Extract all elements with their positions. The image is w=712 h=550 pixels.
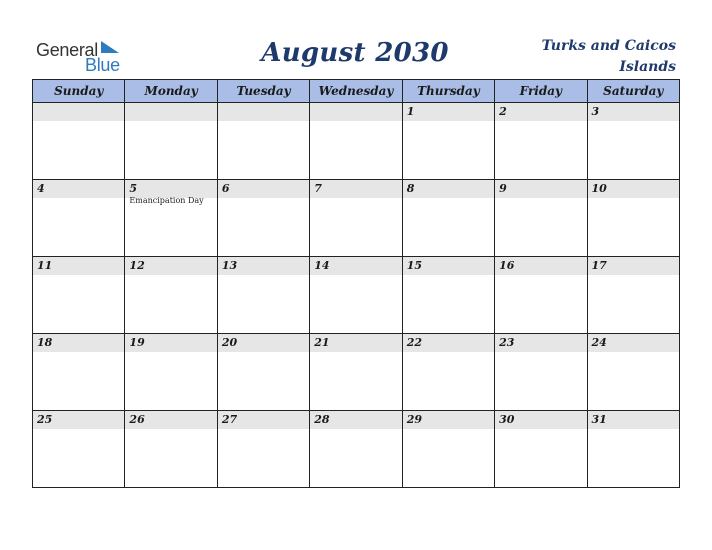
day-cell[interactable] bbox=[495, 103, 587, 180]
day-cell[interactable] bbox=[587, 257, 679, 334]
day-cell[interactable] bbox=[33, 334, 125, 411]
day-number: 5 bbox=[125, 180, 216, 198]
day-cell[interactable] bbox=[310, 103, 402, 180]
day-cell[interactable] bbox=[402, 411, 494, 488]
day-number: 30 bbox=[495, 411, 586, 429]
region-line-1: Turks and Caicos bbox=[541, 38, 676, 54]
day-number: 26 bbox=[125, 411, 216, 429]
day-number: 21 bbox=[310, 334, 401, 352]
calendar-week-row bbox=[33, 103, 680, 180]
day-number: 9 bbox=[495, 180, 586, 198]
region-line-2: Islands bbox=[619, 59, 676, 75]
region-name bbox=[526, 36, 676, 78]
day-cell[interactable] bbox=[125, 180, 217, 257]
day-number: 2 bbox=[495, 103, 586, 121]
calendar-week-row bbox=[33, 257, 680, 334]
day-number: 22 bbox=[403, 334, 494, 352]
day-number: 24 bbox=[588, 334, 679, 352]
calendar-week-row bbox=[33, 411, 680, 488]
day-cell[interactable] bbox=[33, 180, 125, 257]
day-cell[interactable] bbox=[125, 411, 217, 488]
day-number: 19 bbox=[125, 334, 216, 352]
day-cell[interactable] bbox=[217, 103, 309, 180]
weekday-header: Thursday bbox=[402, 80, 494, 103]
day-number: 23 bbox=[495, 334, 586, 352]
day-number: 3 bbox=[588, 103, 679, 121]
day-cell[interactable] bbox=[217, 257, 309, 334]
day-cell[interactable] bbox=[587, 103, 679, 180]
calendar-week-row bbox=[33, 334, 680, 411]
day-number: 28 bbox=[310, 411, 401, 429]
holiday-label: Emancipation Day bbox=[129, 196, 204, 205]
day-number bbox=[33, 103, 124, 121]
day-cell[interactable] bbox=[495, 257, 587, 334]
weekday-header: Friday bbox=[495, 80, 587, 103]
day-cell[interactable] bbox=[587, 334, 679, 411]
logo-word-blue: Blue bbox=[85, 55, 120, 75]
day-number: 18 bbox=[33, 334, 124, 352]
day-cell[interactable] bbox=[495, 180, 587, 257]
day-cell[interactable] bbox=[217, 411, 309, 488]
day-cell[interactable] bbox=[33, 103, 125, 180]
weekday-header: Saturday bbox=[587, 80, 679, 103]
day-number: 16 bbox=[495, 257, 586, 275]
day-number: 6 bbox=[218, 180, 309, 198]
day-cell[interactable] bbox=[402, 103, 494, 180]
day-number: 1 bbox=[403, 103, 494, 121]
blue-flag-triangle-icon bbox=[99, 41, 121, 57]
day-number: 12 bbox=[125, 257, 216, 275]
day-cell[interactable] bbox=[33, 257, 125, 334]
day-cell[interactable] bbox=[125, 257, 217, 334]
logo-word-general: General bbox=[36, 40, 98, 60]
day-number: 29 bbox=[403, 411, 494, 429]
day-cell[interactable] bbox=[217, 180, 309, 257]
day-cell[interactable] bbox=[587, 411, 679, 488]
day-cell[interactable] bbox=[310, 411, 402, 488]
day-cell[interactable] bbox=[495, 334, 587, 411]
day-number: 25 bbox=[33, 411, 124, 429]
day-cell[interactable] bbox=[310, 180, 402, 257]
day-number bbox=[218, 103, 309, 121]
weekday-header: Wednesday bbox=[310, 80, 402, 103]
weekday-header-row bbox=[33, 80, 680, 103]
day-number: 13 bbox=[218, 257, 309, 275]
day-cell[interactable] bbox=[495, 411, 587, 488]
calendar-week-row bbox=[33, 180, 680, 257]
day-number: 15 bbox=[403, 257, 494, 275]
day-number: 27 bbox=[218, 411, 309, 429]
day-cell[interactable] bbox=[125, 334, 217, 411]
generalblue-logo bbox=[36, 40, 136, 74]
day-cell[interactable] bbox=[310, 257, 402, 334]
day-cell[interactable] bbox=[402, 257, 494, 334]
weekday-header: Sunday bbox=[33, 80, 125, 103]
day-cell[interactable] bbox=[402, 180, 494, 257]
day-number bbox=[310, 103, 401, 121]
day-number: 17 bbox=[588, 257, 679, 275]
day-cell[interactable] bbox=[402, 334, 494, 411]
day-cell[interactable] bbox=[125, 103, 217, 180]
day-cell[interactable] bbox=[217, 334, 309, 411]
day-number: 20 bbox=[218, 334, 309, 352]
day-number: 7 bbox=[310, 180, 401, 198]
day-number: 11 bbox=[33, 257, 124, 275]
day-number: 4 bbox=[33, 180, 124, 198]
day-cell[interactable] bbox=[33, 411, 125, 488]
calendar-grid bbox=[32, 79, 680, 488]
day-number: 31 bbox=[588, 411, 679, 429]
weekday-header: Tuesday bbox=[217, 80, 309, 103]
day-number: 10 bbox=[588, 180, 679, 198]
day-cell[interactable] bbox=[310, 334, 402, 411]
day-cell[interactable] bbox=[587, 180, 679, 257]
day-number: 14 bbox=[310, 257, 401, 275]
day-number: 8 bbox=[403, 180, 494, 198]
calendar-title: August 2030 bbox=[261, 38, 449, 68]
weekday-header: Monday bbox=[125, 80, 217, 103]
day-number bbox=[125, 103, 216, 121]
